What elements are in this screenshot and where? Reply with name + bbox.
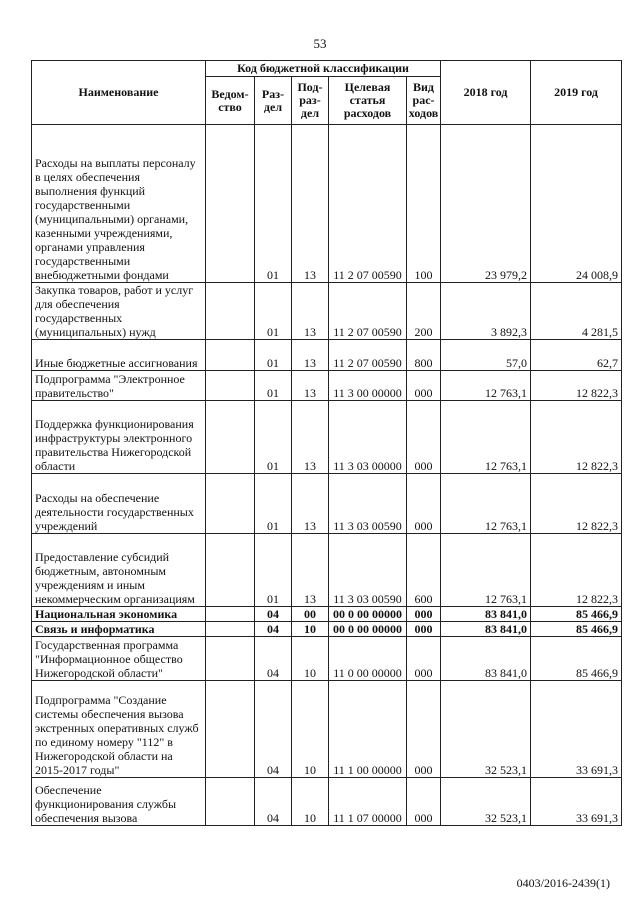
table-row [32,637,622,681]
row-podrazdel: 13 [292,371,329,401]
row-razdel: 01 [255,340,292,371]
row-vedomstvo [206,474,255,534]
row-value-2019: 62,7 [531,340,622,371]
row-vedomstvo [206,778,255,826]
row-vid-raskhodov: 600 [407,534,441,607]
row-value-2018: 12 763,1 [441,401,531,474]
row-tselevaya-statya: 11 3 03 00590 [329,534,407,607]
row-value-2018: 83 841,0 [441,637,531,681]
row-name: Государственная программа "Информационное общество Нижегородской области" [32,637,206,681]
row-vedomstvo [206,681,255,778]
row-tselevaya-statya: 11 1 00 00000 [329,681,407,778]
row-vedomstvo [206,534,255,607]
row-name: Национальная экономика [32,607,206,622]
row-name: Предоставление субсидий бюджетным, автономным учреждениям и иным некоммерческим организациям [32,534,206,607]
row-razdel: 04 [255,778,292,826]
row-value-2018: 23 979,2 [441,125,531,283]
budget-table [31,60,622,826]
row-razdel: 01 [255,283,292,340]
row-tselevaya-statya: 11 3 03 00590 [329,474,407,534]
header-vid-raskhodov: Вид рас-ходов [407,77,441,125]
table-row [32,283,622,340]
row-tselevaya-statya: 11 1 07 00000 [329,778,407,826]
table-row [32,474,622,534]
row-value-2019: 24 008,9 [531,125,622,283]
header-tselevaya-statya: Целевая статья расходов [329,77,407,125]
row-value-2018: 12 763,1 [441,371,531,401]
row-name: Поддержка функционирования инфраструктуры электронного правительства Нижегородской области [32,401,206,474]
row-vedomstvo [206,622,255,637]
row-tselevaya-statya: 11 3 00 00000 [329,371,407,401]
row-value-2019: 85 466,9 [531,622,622,637]
row-razdel: 01 [255,474,292,534]
row-value-2019: 33 691,3 [531,778,622,826]
row-vid-raskhodov: 000 [407,474,441,534]
table-body [32,125,622,826]
row-name: Расходы на обеспечение деятельности государственных учреждений [32,474,206,534]
row-tselevaya-statya: 00 0 00 00000 [329,622,407,637]
header-vedomstvo: Ведом-ство [206,77,255,125]
row-vedomstvo [206,283,255,340]
row-value-2018: 3 892,3 [441,283,531,340]
row-tselevaya-statya: 11 2 07 00590 [329,340,407,371]
table-row [32,340,622,371]
row-value-2019: 85 466,9 [531,607,622,622]
row-vid-raskhodov: 100 [407,125,441,283]
row-tselevaya-statya: 00 0 00 00000 [329,607,407,622]
row-vedomstvo [206,125,255,283]
header-2018: 2018 год [441,61,531,125]
row-tselevaya-statya: 11 2 07 00590 [329,283,407,340]
row-name: Подпрограмма "Электронное правительство" [32,371,206,401]
row-value-2019: 33 691,3 [531,681,622,778]
row-podrazdel: 13 [292,283,329,340]
row-podrazdel: 00 [292,607,329,622]
row-podrazdel: 10 [292,778,329,826]
row-value-2018: 32 523,1 [441,778,531,826]
row-razdel: 04 [255,622,292,637]
table-row [32,125,622,283]
row-value-2019: 4 281,5 [531,283,622,340]
row-value-2018: 12 763,1 [441,534,531,607]
row-vid-raskhodov: 000 [407,637,441,681]
header-razdel: Раз-дел [255,77,292,125]
row-name: Расходы на выплаты персоналу в целях обеспечения выполнения функций государственными (муниципальными) органами, казенными учреждениями, органами управления государственными внебюджетными фондами [32,125,206,283]
row-name: Подпрограмма "Создание системы обеспечения вызова экстренных оперативных служб по единому номеру "112" в Нижегородской области на 2015-2017 годы" [32,681,206,778]
header-podrazdel: Под-раз-дел [292,77,329,125]
header-classification-code: Код бюджетной классификации [206,61,441,77]
row-value-2019: 12 822,3 [531,474,622,534]
row-podrazdel: 13 [292,474,329,534]
table-row [32,534,622,607]
page-number: 53 [313,36,327,51]
row-razdel: 01 [255,125,292,283]
row-value-2018: 83 841,0 [441,607,531,622]
table-row [32,401,622,474]
row-vid-raskhodov: 000 [407,607,441,622]
row-value-2019: 12 822,3 [531,401,622,474]
row-podrazdel: 13 [292,401,329,474]
row-vid-raskhodov: 200 [407,283,441,340]
row-name: Связь и информатика [32,622,206,637]
row-tselevaya-statya: 11 0 00 00000 [329,637,407,681]
row-vid-raskhodov: 000 [407,681,441,778]
row-name: Обеспечение функционирования службы обеспечения вызова [32,778,206,826]
row-razdel: 01 [255,401,292,474]
row-vid-raskhodov: 800 [407,340,441,371]
row-vid-raskhodov: 000 [407,371,441,401]
header-2019: 2019 год [531,61,622,125]
row-vedomstvo [206,607,255,622]
table-row [32,778,622,826]
row-tselevaya-statya: 11 2 07 00590 [329,125,407,283]
row-value-2019: 12 822,3 [531,534,622,607]
row-value-2019: 12 822,3 [531,371,622,401]
table-row [32,622,622,637]
row-tselevaya-statya: 11 3 03 00000 [329,401,407,474]
row-vedomstvo [206,340,255,371]
row-name: Иные бюджетные ассигнования [32,340,206,371]
row-name: Закупка товаров, работ и услуг для обеспечения государственных (муниципальных) нужд [32,283,206,340]
row-podrazdel: 13 [292,534,329,607]
header-name: Наименование [32,61,206,125]
row-razdel: 01 [255,371,292,401]
row-value-2018: 57,0 [441,340,531,371]
row-podrazdel: 13 [292,125,329,283]
row-podrazdel: 10 [292,637,329,681]
row-podrazdel: 10 [292,622,329,637]
table-row [32,607,622,622]
row-vedomstvo [206,401,255,474]
table-row [32,681,622,778]
row-value-2019: 85 466,9 [531,637,622,681]
row-razdel: 04 [255,607,292,622]
row-podrazdel: 13 [292,340,329,371]
row-value-2018: 12 763,1 [441,474,531,534]
row-vid-raskhodov: 000 [407,778,441,826]
row-vedomstvo [206,371,255,401]
row-razdel: 04 [255,681,292,778]
row-value-2018: 83 841,0 [441,622,531,637]
table-row [32,371,622,401]
row-vid-raskhodov: 000 [407,401,441,474]
document-code: 0403/2016-2439(1) [516,876,610,890]
row-vid-raskhodov: 000 [407,622,441,637]
row-value-2018: 32 523,1 [441,681,531,778]
row-razdel: 01 [255,534,292,607]
row-razdel: 04 [255,637,292,681]
row-vedomstvo [206,637,255,681]
row-podrazdel: 10 [292,681,329,778]
